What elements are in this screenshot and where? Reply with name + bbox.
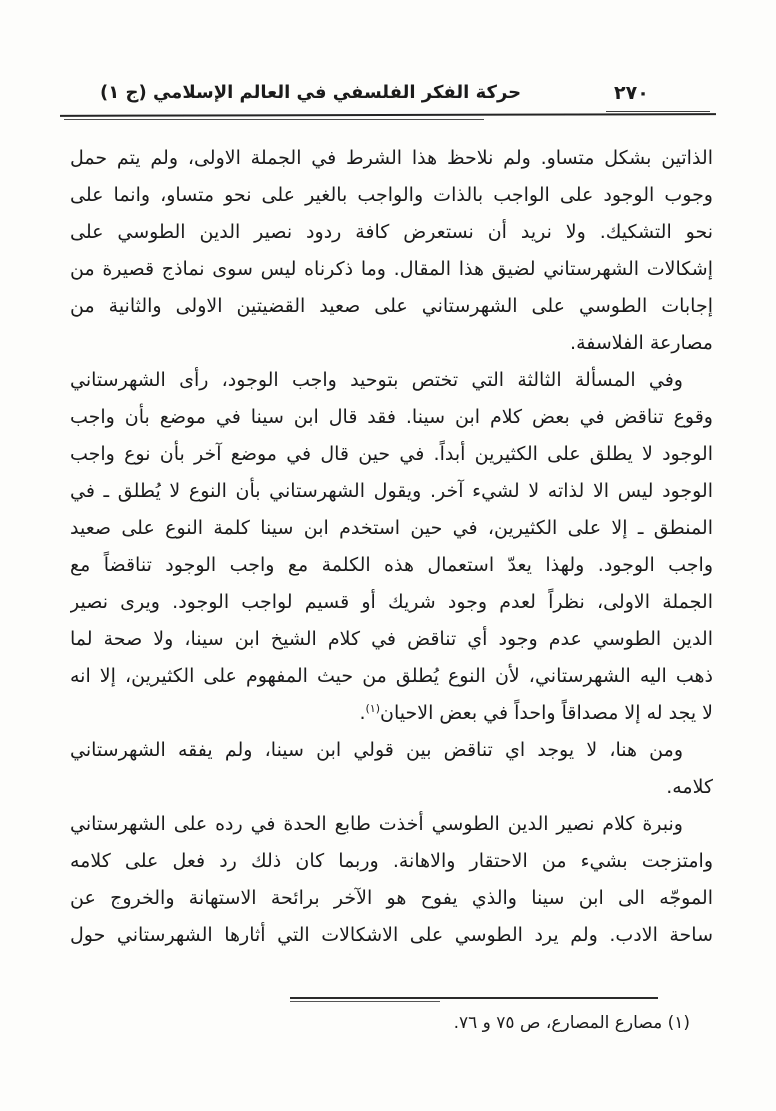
body-line: وجوب الوجود على الواجب بالذات والواجب بالغير على نحو متساو، وانما على [70,184,713,206]
page-number: ٢٧٠ [614,82,649,104]
page-number-underline [606,111,710,112]
paragraph-4 [70,806,713,954]
footnote-separator-echo [290,1001,440,1002]
paragraph-1 [70,140,713,362]
body-line-text: لا يجد له إلا مصداقاً واحداً في بعض الاحيان [380,702,713,724]
body-line: ومن هنا، لا يوجد اي تناقض بين قولي ابن سينا، ولم يفقه الشهرستاني [70,739,683,761]
body-line: وقوع تناقض في بعض كلام ابن سينا. فقد قال ابن سينا في موضع بأن واجب [70,406,713,428]
body-line: الجملة الاولى، نظراً لعدم وجود شريك أو قسيم لواجب الوجود. ويرى نصير [70,591,713,613]
body-line: الوجود ليس الا لذاته لا لشيء آخر. ويقول الشهرستاني بأن النوع لا يُطلق ـ في [70,480,713,502]
footnote-text: (١) مصارع المصارع، ص ٧٥ و ٧٦. [453,1013,690,1033]
body-line: الوجود لا يطلق على الكثيرين أبداً. في حين قال في موضع آخر بأن نوع واجب [70,443,713,465]
body-line: ونبرة كلام نصير الدين الطوسي أخذت طابع الحدة في رده على الشهرستاني [70,813,683,835]
footnote-separator-rule [290,997,658,999]
paragraph-2 [70,362,713,732]
body-line: وامتزجت بشيء من الاحتقار والاهانة. وربما كان ذلك رد فعل على كلامه [70,850,713,872]
header-rule [60,113,716,117]
body-line: ذهب اليه الشهرستاني، لأن النوع يُطلق من حيث المفهوم على الكثيرين، إلا انه [70,665,713,687]
body-line: مصارعة الفلاسفة. [570,332,713,354]
body-line: الدين الطوسي عدم وجود أي تناقض في كلام الشيخ ابن سينا، ولا صحة لما [70,628,713,650]
body-line: إجابات الطوسي على الشهرستاني على صعيد القضيتين الاولى والثانية من [70,295,713,317]
body-line: واجب الوجود. ولهذا يعدّ استعمال هذه الكلمة مع واجب الوجود تناقضاً مع [70,554,713,576]
body-line: المنطق ـ إلا على الكثيرين، في حين استخدم ابن سينا كلمة النوع على صعيد [70,517,713,539]
header-rule-echo [64,119,484,120]
footnote-ref-marker: (١) [365,702,381,715]
body-line: الذاتين بشكل متساو. ولم نلاحظ هذا الشرط في الجملة الاولى، ولم يتم حمل [70,147,713,169]
body-line-period: . [359,702,366,724]
body-line: الموجّه الى ابن سينا والذي يفوح هو الآخر برائحة الاستهانة والخروج عن [70,887,713,909]
paragraph-3 [70,732,713,806]
body-line-with-footnote-ref [70,695,713,732]
body-line: وفي المسألة الثالثة التي تختص بتوحيد واجب الوجود، رأى الشهرستاني [70,369,683,391]
body-line: ساحة الادب. ولم يرد الطوسي على الاشكالات التي أثارها الشهرستاني حول [70,924,713,946]
body-line: نحو التشكيك. ولا نريد أن نستعرض كافة ردود نصير الدين الطوسي على [70,221,713,243]
body-line: كلامه. [666,776,713,798]
body-line: إشكالات الشهرستاني لضيق هذا المقال. وما ذكرناه ليس سوى نماذج قصيرة من [70,258,713,280]
body-text [70,140,713,954]
running-head-title: حركة الفكر الفلسفي في العالم الإسلامي (ج ١) [100,82,522,103]
